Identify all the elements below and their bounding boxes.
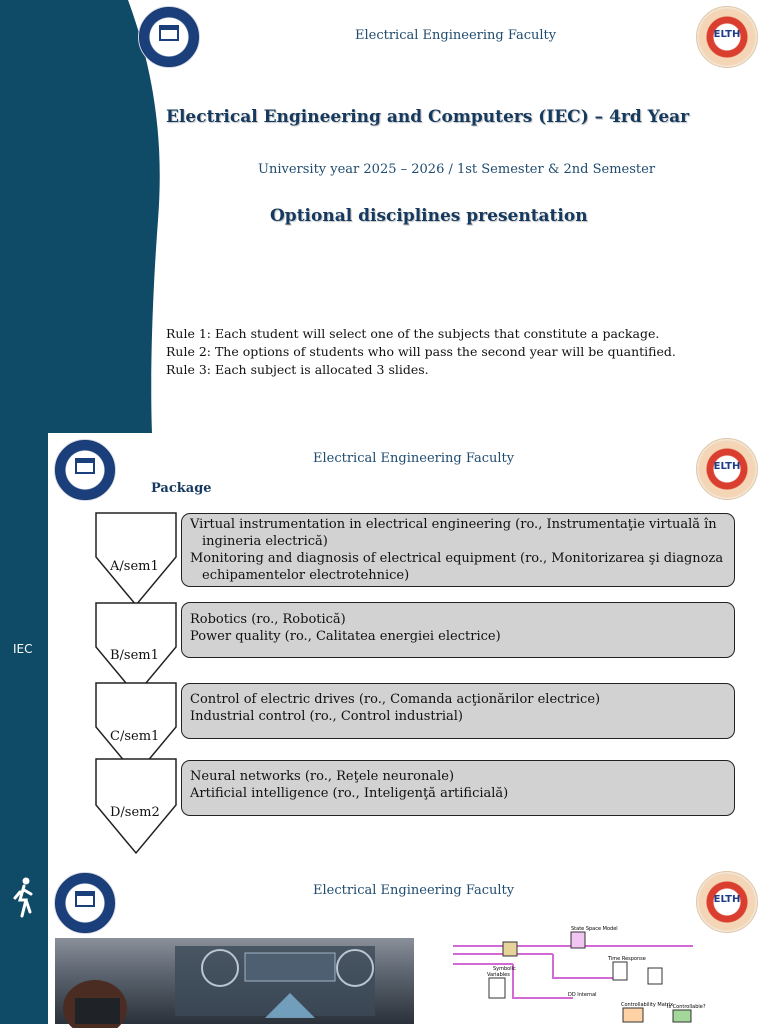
- elth-logo: [696, 6, 758, 68]
- package-tag-c: C/sem1: [110, 729, 160, 744]
- diagram-label-state-space-model: State Space Model: [571, 926, 618, 932]
- labview-diagram: [453, 926, 706, 1024]
- package-a-line-2: ingineria electrică): [202, 534, 328, 549]
- rule-1: Rule 1: Each student will select one of the subjects that constitute a package.: [166, 326, 660, 341]
- person-icon: [12, 876, 34, 920]
- package-d-line-1: Neural networks (ro., Reţele neuronale): [190, 769, 455, 784]
- diagram-label-is-controllable: Is Controllable?: [667, 1004, 706, 1010]
- package-c-line-1: Control of electric drives (ro., Comanda acţionărilor electrice): [190, 692, 601, 707]
- rule-2: Rule 2: The options of students who will pass the second year will be quantified.: [166, 344, 676, 359]
- sidebar-iec-label: IEC: [13, 642, 33, 656]
- package-b-line-1: Robotics (ro., Robotică): [190, 612, 346, 627]
- elth-logo: [696, 871, 758, 933]
- package-b-line-2: Power quality (ro., Calitatea energiei electrice): [190, 629, 501, 644]
- robotics-illustration: [55, 938, 414, 1024]
- rule-3: Rule 3: Each subject is allocated 3 slides.: [166, 362, 429, 377]
- diagram-label-variables: Variables: [487, 972, 510, 978]
- package-a-line-4: echipamentelor electrotehnice): [202, 568, 410, 583]
- package-tag-b: B/sem1: [110, 648, 159, 663]
- package-a-line-3: Monitoring and diagnosis of electrical equipment (ro., Monitorizarea şi diagnoza: [190, 551, 724, 566]
- university-seal-logo: [138, 6, 200, 68]
- package-tag-d: D/sem2: [110, 805, 160, 820]
- package-box-d: [181, 760, 735, 816]
- faculty-name: Electrical Engineering Faculty: [355, 28, 557, 43]
- university-seal-logo: [54, 872, 116, 934]
- optional-disciplines-title: Optional disciplines presentation: [270, 206, 588, 226]
- package-c-line-2: Industrial control (ro., Control industrial): [190, 709, 463, 724]
- package-box-a: [181, 513, 735, 587]
- slide-2: [48, 433, 768, 857]
- slide-3: [48, 866, 768, 1024]
- page-title: Electrical Engineering and Computers (IEC) – 4rd Year: [166, 107, 690, 127]
- faculty-name: Electrical Engineering Faculty: [313, 451, 515, 466]
- elth-logo-text: ELTH: [713, 894, 741, 905]
- package-heading: Package: [151, 481, 212, 496]
- labview-diagram-art: [453, 926, 706, 1024]
- university-year: University year 2025 – 2026 / 1st Semester & 2nd Semester: [258, 162, 656, 177]
- slide-1: [0, 0, 768, 433]
- robotics-illustration-art: [55, 938, 414, 1024]
- elth-logo-text: ELTH: [713, 461, 741, 472]
- diagram-label-time-response: Time Response: [608, 956, 646, 962]
- university-seal-logo: [54, 439, 116, 501]
- faculty-name: Electrical Engineering Faculty: [313, 883, 515, 898]
- diagram-label-symbolic: Symbolic: [493, 966, 516, 972]
- package-box-b: [181, 602, 735, 658]
- package-d-line-2: Artificial intelligence (ro., Inteligenţă artificială): [190, 786, 509, 801]
- elth-logo: [696, 438, 758, 500]
- package-box-c: [181, 683, 735, 739]
- elth-logo-text: ELTH: [713, 29, 741, 40]
- rules-list: [166, 325, 676, 379]
- package-tag-a: A/sem1: [110, 559, 159, 574]
- diagram-label-dd-internal: DD Internal: [568, 992, 597, 998]
- package-a-line-1: Virtual instrumentation in electrical engineering (ro., Instrumentaţie virtuală în: [190, 517, 717, 532]
- diagram-label-controllability-matrix: Controllability Matrix: [621, 1002, 674, 1008]
